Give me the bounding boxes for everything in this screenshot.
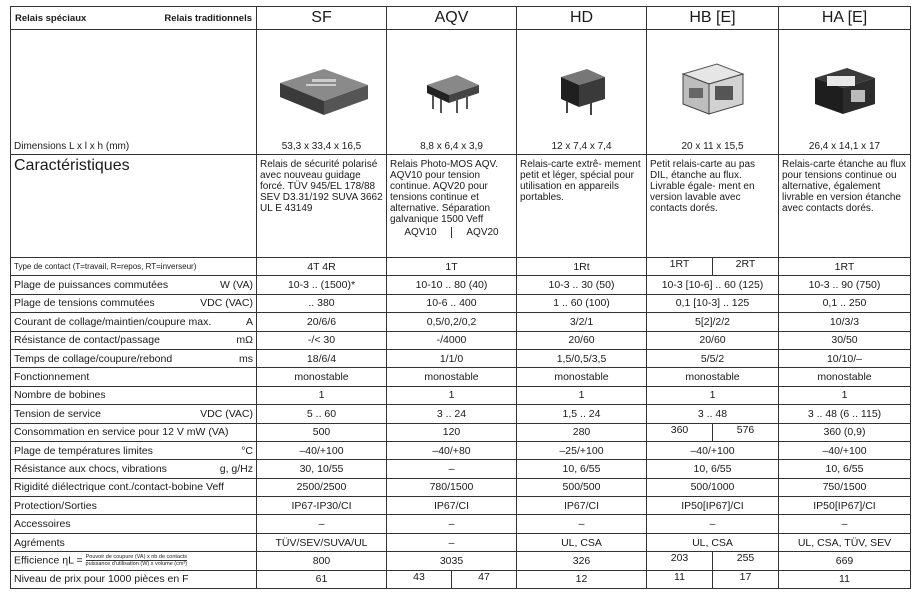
traditional-relays-label: Relais traditionnels [164, 12, 252, 24]
spec-label-text: Protection/Sorties [14, 499, 97, 512]
split-value: 47 [451, 571, 516, 588]
spec-label [11, 478, 257, 496]
spec-value-sf: 1 [257, 386, 387, 404]
spec-row [11, 258, 911, 276]
spec-value-hb: 20/60 [647, 331, 779, 349]
spec-value-sf: 20/6/6 [257, 313, 387, 331]
characteristics-aqv: Relais Photo-MOS AQV. AQV10 pour tension continue. AQV20 pour tensions continue et alternative. Séparation galvanique 1500 Veff [390, 159, 499, 225]
spec-value-sf: -/< 30 [257, 331, 387, 349]
spec-value-sf: 4T 4R [257, 258, 387, 276]
spec-value-aqv [387, 570, 517, 588]
hb-relay-image [673, 60, 753, 122]
spec-value-hb [647, 258, 779, 276]
spec-label-text: Tension de service [14, 407, 101, 420]
spec-value-hd: 326 [517, 552, 647, 570]
characteristics-ha: Relais-carte étanche au flux pour tensions continue ou alternative, également livrable en version étanche avec contacts dorés. [779, 155, 911, 258]
spec-label [11, 570, 257, 588]
aqv-variant-20: AQV20 [451, 227, 513, 238]
spec-value-hb: monostable [647, 368, 779, 386]
spec-value-ha: –40/+100 [779, 441, 911, 459]
spec-unit: A [245, 315, 253, 328]
split-value: 1RT [669, 258, 690, 270]
spec-value-ha: 10, 6/55 [779, 460, 911, 478]
spec-value-sf: 18/6/4 [257, 349, 387, 367]
spec-value-sf: IP67-IP30/CI [257, 497, 387, 515]
split-values [647, 424, 778, 441]
split-value: 17 [712, 571, 778, 588]
spec-value-aqv: –40/+80 [387, 441, 517, 459]
image-row-label-cell [11, 30, 257, 139]
ha-relay-image [805, 60, 885, 122]
spec-value-hd: UL, CSA [517, 533, 647, 551]
dimension-hb: 20 x 11 x 15,5 [647, 138, 779, 155]
spec-value-hd: 3/2/1 [517, 313, 647, 331]
dimension-sf: 53,3 x 33,4 x 16,5 [257, 138, 387, 155]
split-values [647, 552, 778, 569]
spec-value-ha: 10-3 .. 90 (750) [779, 276, 911, 294]
spec-value-hd: IP67/CI [517, 497, 647, 515]
spec-unit: ms [239, 352, 253, 365]
spec-value-aqv: 10-10 .. 80 (40) [387, 276, 517, 294]
spec-label [11, 405, 257, 423]
spec-label-text: Agréments [14, 536, 65, 549]
split-value: 11 [674, 570, 685, 583]
spec-label [11, 423, 257, 441]
spec-value-sf: 10-3 .. (1500)* [257, 276, 387, 294]
spec-label [11, 386, 257, 404]
spec-value-hd: 1,5 .. 24 [517, 405, 647, 423]
spec-value-ha: 1 [779, 386, 911, 404]
spec-label [11, 460, 257, 478]
spec-row [11, 460, 911, 478]
spec-value-hb: 10-3 [10-6] .. 60 (125) [647, 276, 779, 294]
hd-relay-image [547, 61, 617, 121]
spec-label-text: Plage de tensions commutées [14, 297, 155, 310]
spec-unit: mΩ [236, 334, 253, 347]
spec-value-ha: 30/50 [779, 331, 911, 349]
spec-value-hb [647, 552, 779, 570]
spec-value-ha: UL, CSA, TÜV, SEV [779, 533, 911, 551]
spec-value-hb: 1 [647, 386, 779, 404]
spec-value-aqv: 1 [387, 386, 517, 404]
spec-value-hb: 5/5/2 [647, 349, 779, 367]
spec-value-ha: IP50[IP67]/CI [779, 497, 911, 515]
spec-row [11, 441, 911, 459]
spec-label [11, 441, 257, 459]
split-value: 576 [712, 424, 778, 441]
spec-label [11, 497, 257, 515]
product-header-ha: HA [E] [779, 7, 911, 30]
spec-value-ha: 11 [779, 570, 911, 588]
dimension-ha: 26,4 x 14,1 x 17 [779, 138, 911, 155]
spec-value-aqv: monostable [387, 368, 517, 386]
spec-value-sf: 500 [257, 423, 387, 441]
spec-label-text: Nombre de bobines [14, 389, 106, 402]
spec-row [11, 386, 911, 404]
spec-label [11, 552, 257, 570]
product-header-hb: HB [E] [647, 7, 779, 30]
characteristics-label: Caractéristiques [11, 155, 257, 258]
hd-image-cell [517, 30, 647, 139]
spec-row [11, 423, 911, 441]
relay-comparison-table [10, 6, 911, 589]
special-relays-label: Relais spéciaux [15, 12, 87, 24]
dimensions-row [11, 138, 911, 155]
spec-label [11, 258, 257, 276]
spec-label-text: Résistance aux chocs, vibrations [14, 462, 167, 475]
spec-value-hb: 3 .. 48 [647, 405, 779, 423]
spec-label-text: Rigidité diélectrique cont./contact-bobine Veff [14, 481, 224, 494]
spec-value-ha: 360 (0,9) [779, 423, 911, 441]
spec-label-text: Efficience ηL = [14, 554, 83, 567]
spec-label [11, 276, 257, 294]
spec-value-hb [647, 570, 779, 588]
spec-row [11, 552, 911, 570]
characteristics-aqv-cell [387, 155, 517, 258]
spec-value-ha: 3 .. 48 (6 .. 115) [779, 405, 911, 423]
spec-value-aqv: 1T [387, 258, 517, 276]
spec-value-aqv: IP67/CI [387, 497, 517, 515]
split-value: 203 [670, 552, 689, 565]
spec-label [11, 368, 257, 386]
spec-unit: W (VA) [219, 279, 253, 292]
split-value: 43 [413, 570, 425, 583]
formula-numerator: Pouvoir de coupure (VA) x nb de contacts [85, 554, 188, 561]
spec-value-ha: 1RT [779, 258, 911, 276]
spec-value-ha: monostable [779, 368, 911, 386]
spec-label-text: Plage de températures limites [14, 444, 153, 457]
sf-image-cell [257, 30, 387, 139]
spec-value-sf: 30, 10/55 [257, 460, 387, 478]
characteristics-sf: Relais de sécurité polarisé avec nouveau guidage forcé. TÜV 945/EL 178/88 SEV D3.31/192 SUVA 3662 UL E 43149 [257, 155, 387, 258]
spec-value-hb: 0,1 [10-3] .. 125 [647, 294, 779, 312]
spec-row [11, 570, 911, 588]
spec-label [11, 533, 257, 551]
split-values [647, 258, 778, 275]
spec-label-text: Courant de collage/maintien/coupure max. [14, 315, 212, 328]
spec-value-sf: monostable [257, 368, 387, 386]
product-header-aqv: AQV [387, 7, 517, 30]
spec-label-text: Fonctionnement [14, 371, 90, 384]
spec-value-aqv: 780/1500 [387, 478, 517, 496]
efficiency-formula [86, 554, 188, 567]
spec-value-aqv: – [387, 515, 517, 533]
spec-label [11, 349, 257, 367]
spec-value-ha: 669 [779, 552, 911, 570]
spec-value-hd: 10, 6/55 [517, 460, 647, 478]
spec-value-hb: IP50[IP67]/CI [647, 497, 779, 515]
spec-value-hd: – [517, 515, 647, 533]
spec-value-hd: 1,5/0,5/3,5 [517, 349, 647, 367]
spec-value-aqv: 3035 [387, 552, 517, 570]
dimensions-label: Dimensions L x l x h (mm) [11, 138, 257, 155]
spec-value-aqv: 10-6 .. 400 [387, 294, 517, 312]
spec-value-ha: 750/1500 [779, 478, 911, 496]
spec-value-aqv: -/4000 [387, 331, 517, 349]
spec-value-hd: 1Rt [517, 258, 647, 276]
spec-value-hb: UL, CSA [647, 533, 779, 551]
spec-value-aqv: 3 .. 24 [387, 405, 517, 423]
aqv-relay-image [417, 61, 487, 121]
spec-value-hb: 10, 6/55 [647, 460, 779, 478]
spec-value-sf: –40/+100 [257, 441, 387, 459]
spec-label [11, 515, 257, 533]
spec-value-hd: –25/+100 [517, 441, 647, 459]
spec-value-hb: – [647, 515, 779, 533]
spec-label-text: Type de contact (T=travail, R=repos, RT=inverseur) [14, 262, 197, 272]
spec-label-text: Plage de puissances commutées [14, 279, 169, 292]
spec-value-ha: – [779, 515, 911, 533]
spec-value-aqv: 1/1/0 [387, 349, 517, 367]
spec-unit: VDC (VAC) [200, 407, 253, 420]
sf-relay-image [272, 61, 372, 121]
spec-label-text: Consommation en service pour 12 V mW (VA) [14, 426, 229, 439]
split-value: 255 [712, 552, 778, 569]
split-values [387, 571, 516, 588]
spec-row [11, 533, 911, 551]
characteristics-row [11, 155, 911, 258]
hb-image-cell [647, 30, 779, 139]
split-value: 360 [670, 423, 689, 436]
spec-value-hd: 12 [517, 570, 647, 588]
spec-row [11, 313, 911, 331]
spec-row [11, 478, 911, 496]
corner-cell [11, 7, 257, 30]
spec-value-ha: 0,1 .. 250 [779, 294, 911, 312]
dimension-hd: 12 x 7,4 x 7,4 [517, 138, 647, 155]
ha-image-cell [779, 30, 911, 139]
spec-label-text: Résistance de contact/passage [14, 334, 160, 347]
aqv-variants [390, 227, 513, 238]
spec-row [11, 349, 911, 367]
spec-value-sf: – [257, 515, 387, 533]
spec-label [11, 331, 257, 349]
spec-row [11, 368, 911, 386]
spec-unit: g, g/Hz [219, 462, 253, 475]
spec-unit: VDC (VAC) [200, 297, 253, 310]
spec-value-hd: 500/500 [517, 478, 647, 496]
spec-value-sf: 61 [257, 570, 387, 588]
dimension-aqv: 8,8 x 6,4 x 3,9 [387, 138, 517, 155]
spec-row [11, 331, 911, 349]
spec-row [11, 497, 911, 515]
spec-value-sf: 800 [257, 552, 387, 570]
spec-value-aqv: 0,5/0,2/0,2 [387, 313, 517, 331]
spec-unit: °C [241, 444, 253, 457]
spec-label-text: Accessoires [14, 518, 71, 531]
aqv-image-cell [387, 30, 517, 139]
spec-value-ha: 10/3/3 [779, 313, 911, 331]
characteristics-hb: Petit relais-carte au pas DIL, étanche au flux. Livrable égale- ment en version lavable avec contacts dorés. [647, 155, 779, 258]
aqv-variant-10: AQV10 [404, 227, 437, 238]
spec-value-sf: TÜV/SEV/SUVA/UL [257, 533, 387, 551]
relay-comparison-sheet [10, 6, 910, 604]
spec-row [11, 276, 911, 294]
header-row [11, 7, 911, 30]
spec-value-hd: 1 [517, 386, 647, 404]
spec-value-hb: –40/+100 [647, 441, 779, 459]
spec-value-sf: .. 380 [257, 294, 387, 312]
spec-row [11, 405, 911, 423]
formula-denominator: puissance d'utilisation (W) x volume (cm³) [85, 561, 188, 568]
spec-label-text: Temps de collage/coupure/rebond [14, 352, 173, 365]
product-header-hd: HD [517, 7, 647, 30]
product-header-sf: SF [257, 7, 387, 30]
characteristics-hd: Relais-carte extrê- mement petit et léger, spécial pour utilisation en appareils portables. [517, 155, 647, 258]
spec-row [11, 294, 911, 312]
split-values [647, 571, 778, 588]
spec-value-hd: 1 .. 60 (100) [517, 294, 647, 312]
spec-row [11, 515, 911, 533]
spec-value-hd: 20/60 [517, 331, 647, 349]
spec-value-sf: 5 .. 60 [257, 405, 387, 423]
spec-value-hd: monostable [517, 368, 647, 386]
spec-label [11, 294, 257, 312]
spec-value-ha: 10/10/– [779, 349, 911, 367]
spec-value-sf: 2500/2500 [257, 478, 387, 496]
spec-value-hb [647, 423, 779, 441]
spec-label-text: Niveau de prix pour 1000 pièces en F [14, 573, 189, 586]
spec-label [11, 313, 257, 331]
spec-value-aqv: – [387, 460, 517, 478]
spec-value-hb: 5[2]/2/2 [647, 313, 779, 331]
spec-value-hd: 10-3 .. 30 (50) [517, 276, 647, 294]
spec-value-aqv: – [387, 533, 517, 551]
spec-value-hd: 280 [517, 423, 647, 441]
spec-value-aqv: 120 [387, 423, 517, 441]
image-row [11, 30, 911, 139]
split-value: 2RT [712, 258, 778, 275]
spec-value-hb: 500/1000 [647, 478, 779, 496]
